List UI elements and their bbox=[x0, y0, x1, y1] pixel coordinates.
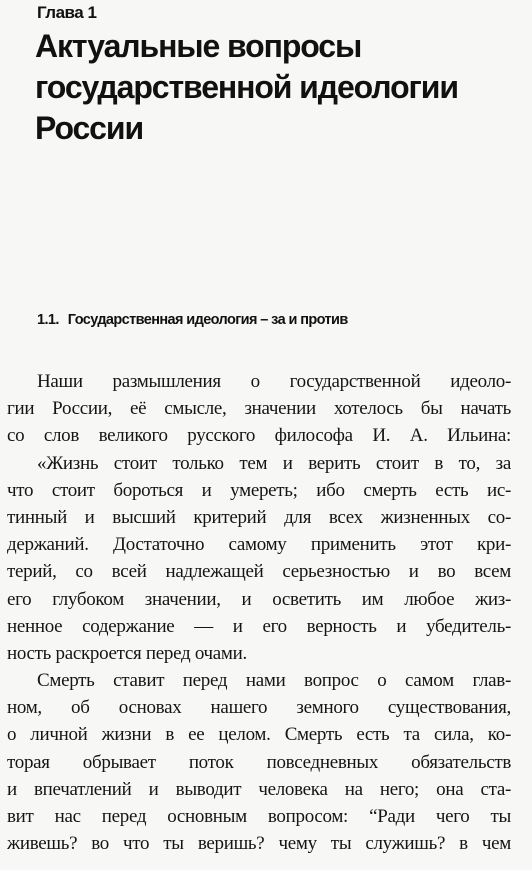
chapter-title-line: государственной идеологии bbox=[35, 69, 458, 105]
text-line: торая обрывает поток повседневных обязательств bbox=[7, 751, 511, 773]
text-line: ном, об основах нашего земного существования, bbox=[7, 697, 511, 719]
body-text bbox=[0, 368, 532, 857]
text-line: терий, со всей надлежащей серьезностью и во всем bbox=[7, 561, 511, 583]
section-heading bbox=[37, 312, 348, 328]
text-line: со слов великого русского философа И. А. Ильина: bbox=[7, 425, 511, 447]
text-line: ненное содержание — и его верность и убедитель- bbox=[7, 615, 511, 637]
chapter-title-line: России bbox=[35, 110, 144, 146]
text-line: «Жизнь стоит только тем и верить стоит в то, за bbox=[37, 452, 511, 474]
text-line: живешь? во что ты веришь? чему ты служишь? в чем bbox=[7, 833, 511, 855]
text-line: ность раскроется перед очами. bbox=[7, 642, 247, 664]
text-line: тинный и высший критерий для всех жизненных со- bbox=[7, 506, 511, 528]
text-line: держаний. Достаточно самому применить этот кри- bbox=[7, 534, 511, 556]
chapter-title-line: Актуальные вопросы bbox=[35, 28, 362, 64]
text-line: его глубоком значении, и осветить им любое жиз- bbox=[7, 588, 511, 610]
text-line: вит нас перед основным вопросом: “Ради чего ты bbox=[7, 806, 511, 827]
text-line: Смерть ставит перед нами вопрос о самом глав- bbox=[37, 670, 511, 692]
text-line: что стоит бороться и умереть; ибо смерть есть ис- bbox=[7, 479, 511, 501]
section-number: 1.1. bbox=[37, 312, 59, 328]
text-line: гии России, её смысле, значении хотелось бы начать bbox=[7, 398, 511, 420]
chapter-label: Глава 1 bbox=[37, 3, 97, 22]
section-title: Государственная идеология – за и против bbox=[67, 312, 348, 328]
chapter-title bbox=[35, 26, 515, 149]
text-line: о личной жизни в ее целом. Смерть есть та сила, ко- bbox=[7, 724, 511, 746]
text-line: Наши размышления о государственной идеоло- bbox=[37, 371, 511, 392]
text-line: и впечатлений и выводит человека на него; она ста- bbox=[7, 778, 511, 800]
